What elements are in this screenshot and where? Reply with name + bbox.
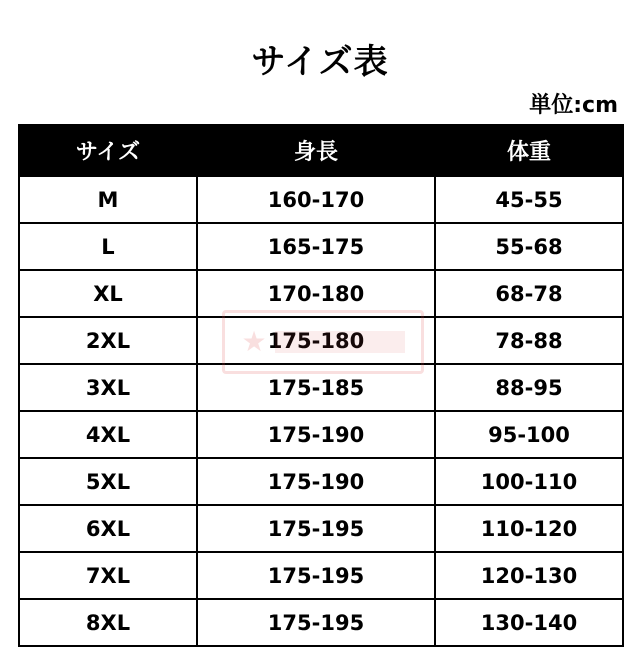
cell-size: 7XL: [19, 552, 197, 599]
cell-height: 175-195: [197, 599, 435, 646]
table-row: [19, 223, 623, 270]
size-table: [18, 124, 624, 647]
cell-size: 4XL: [19, 411, 197, 458]
cell-weight: 88-95: [435, 364, 623, 411]
cell-size: 2XL: [19, 317, 197, 364]
cell-size: M: [19, 176, 197, 223]
cell-height: 175-180: [197, 317, 435, 364]
table-row: [19, 364, 623, 411]
cell-weight: 110-120: [435, 505, 623, 552]
table-header-row: [19, 125, 623, 176]
cell-height: 175-190: [197, 458, 435, 505]
cell-height: 175-190: [197, 411, 435, 458]
cell-size: L: [19, 223, 197, 270]
cell-weight: 100-110: [435, 458, 623, 505]
cell-size: XL: [19, 270, 197, 317]
cell-weight: 120-130: [435, 552, 623, 599]
cell-size: 5XL: [19, 458, 197, 505]
star-icon: ★: [241, 325, 267, 358]
cell-height: 175-195: [197, 552, 435, 599]
table-row: [19, 317, 623, 364]
cell-weight: 55-68: [435, 223, 623, 270]
cell-weight: 78-88: [435, 317, 623, 364]
table-row: [19, 505, 623, 552]
table-row: [19, 411, 623, 458]
table-row: [19, 270, 623, 317]
cell-size: 3XL: [19, 364, 197, 411]
cell-weight: 68-78: [435, 270, 623, 317]
cell-height: 175-195: [197, 505, 435, 552]
unit-label: 単位:cm: [529, 93, 618, 118]
cell-height: 165-175: [197, 223, 435, 270]
cell-weight: 45-55: [435, 176, 623, 223]
table-row: [19, 176, 623, 223]
cell-height: 170-180: [197, 270, 435, 317]
cell-height: 160-170: [197, 176, 435, 223]
cell-size: 6XL: [19, 505, 197, 552]
table-row: [19, 599, 623, 646]
header-weight: 体重: [435, 125, 623, 176]
header-height: 身長: [197, 125, 435, 176]
cell-weight: 95-100: [435, 411, 623, 458]
cell-height: 175-185: [197, 364, 435, 411]
cell-weight: 130-140: [435, 599, 623, 646]
header-size: サイズ: [19, 125, 197, 176]
page-title: サイズ表: [251, 42, 389, 82]
table-row: [19, 552, 623, 599]
table-row: [19, 458, 623, 505]
cell-size: 8XL: [19, 599, 197, 646]
